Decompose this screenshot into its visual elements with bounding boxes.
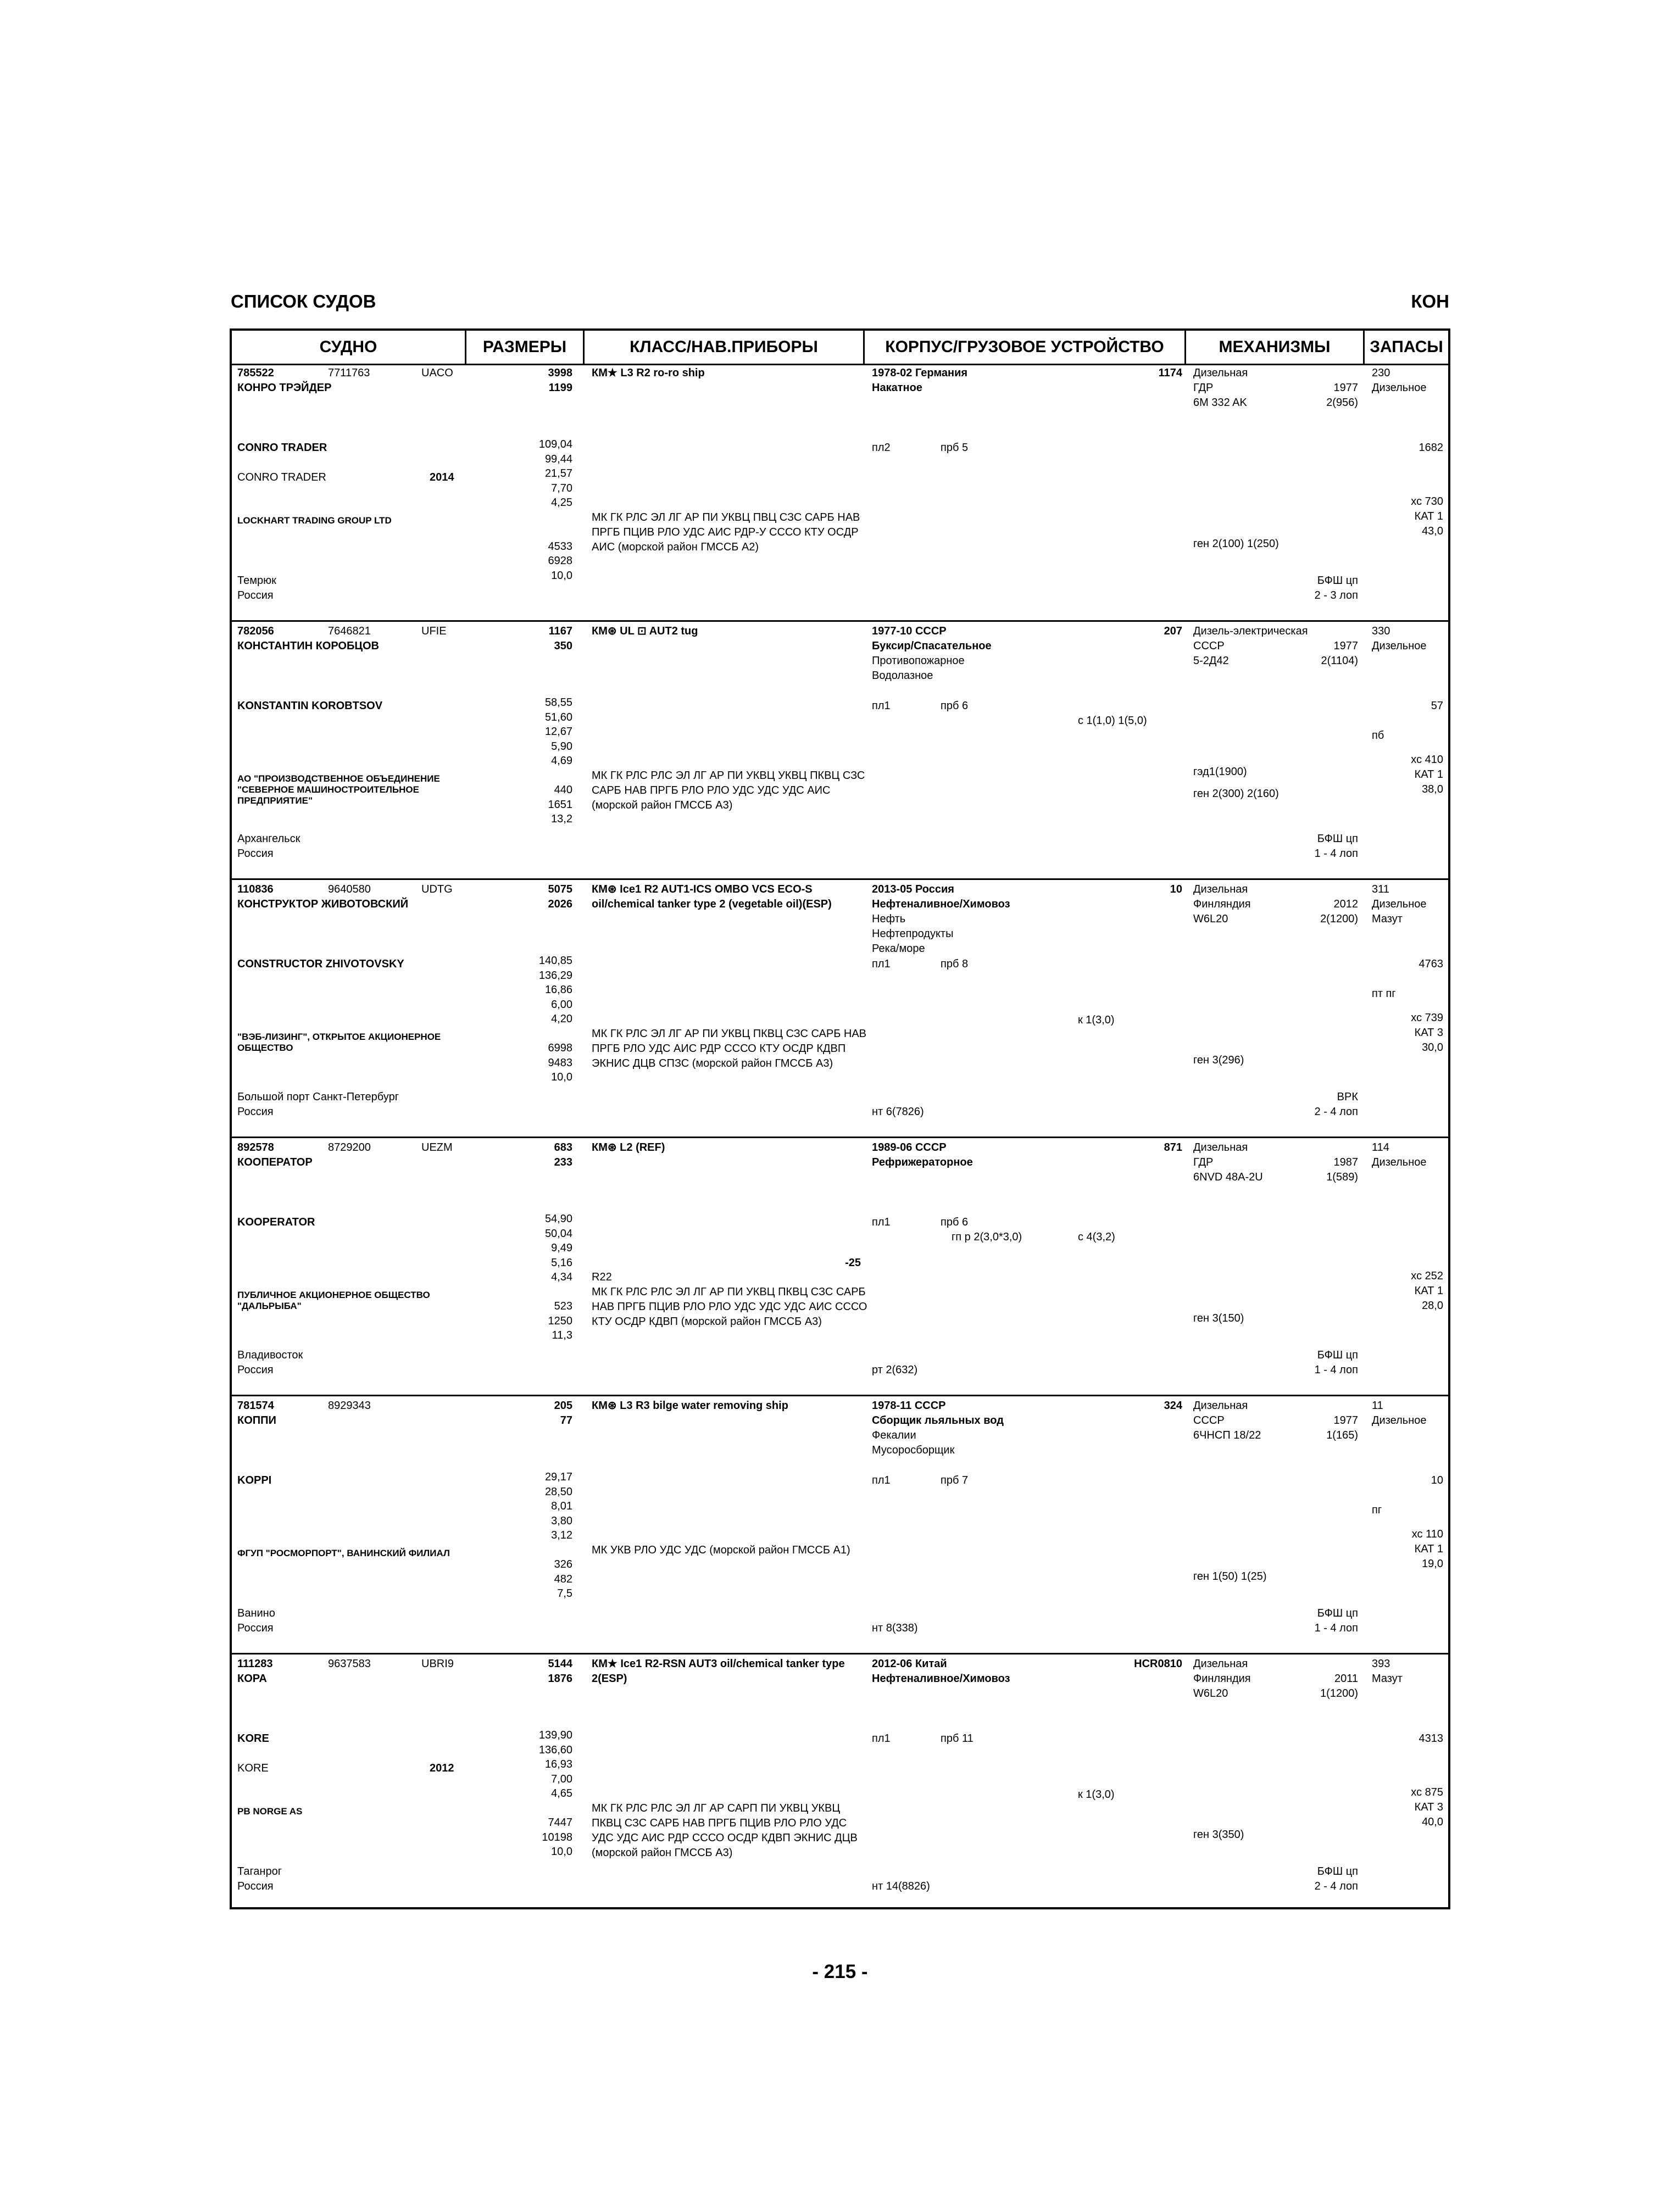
imo-number: 8729200: [328, 1141, 371, 1154]
engine-country: Финляндия: [1193, 898, 1251, 910]
owner: ФГУП "РОСМОРПОРТ", ВАНИНСКИЙ ФИЛИАЛ: [237, 1548, 450, 1558]
propeller: БФШ цп: [1317, 833, 1358, 845]
call-sign: UFIE: [421, 625, 447, 637]
fuel-total: 330: [1372, 625, 1390, 637]
engine-model: 5-2Д42: [1193, 655, 1229, 667]
cranes: к 1(3,0): [1078, 1014, 1115, 1026]
fuel-capacity: 57: [1431, 700, 1443, 712]
hull-number: 871: [1164, 1141, 1182, 1154]
table-header: [232, 331, 1448, 365]
call-sign: UDTG: [421, 883, 453, 895]
dimension-value: 6998: [548, 1042, 572, 1054]
speed: хс 252: [1411, 1270, 1443, 1282]
bulkheads: прб 6: [941, 1216, 969, 1228]
owner: LOCKHART TRADING GROUP LTD: [237, 515, 392, 526]
ship-name-latin: KOPPI: [237, 1474, 272, 1486]
port: Большой порт Санкт-Петербург: [237, 1091, 399, 1103]
engine-count: 1(1200): [1320, 1687, 1358, 1700]
range: 19,0: [1422, 1558, 1443, 1570]
generators: ген 2(300) 2(160): [1193, 788, 1279, 800]
blades: 2 - 4 лоп: [1314, 1106, 1358, 1118]
cargo-tanks: нт 8(338): [872, 1622, 918, 1634]
page-title: СПИСОК СУДОВ: [231, 291, 376, 311]
reg-number: 892578: [237, 1141, 274, 1154]
fuel-type: Мазут: [1372, 1673, 1403, 1685]
dimension-value: 28,50: [544, 1485, 572, 1498]
gross-tonnage: 683: [554, 1141, 572, 1154]
dimension-value: 13,2: [551, 813, 572, 825]
engine-model: 6NVD 48A-2U: [1193, 1171, 1263, 1183]
dimension-value: 8,01: [551, 1500, 572, 1512]
former-name: CONRO TRADER: [237, 471, 326, 483]
flag: Россия: [237, 1364, 274, 1376]
generator-electric: гэд1(1900): [1193, 766, 1247, 778]
bulkheads: прб 6: [941, 700, 969, 712]
engine-model: W6L20: [1193, 1687, 1228, 1700]
dimension-value: 140,85: [538, 955, 572, 967]
dimension-value: 523: [554, 1300, 572, 1312]
port: Владивосток: [237, 1349, 303, 1361]
col-stores: ЗАПАСЫ: [1370, 338, 1443, 356]
class-extra: -25: [845, 1257, 861, 1269]
propeller: ВРК: [1337, 1091, 1358, 1103]
decks: пл1: [872, 700, 891, 712]
bulkheads: прб 11: [941, 1733, 973, 1745]
hull-number: 10: [1170, 883, 1182, 895]
flag: Россия: [237, 1106, 274, 1118]
net-tonnage: 1876: [548, 1673, 572, 1685]
owner: PB NORGE AS: [237, 1806, 303, 1817]
cranes: к 1(3,0): [1078, 1789, 1115, 1801]
engine-count: 1(589): [1326, 1171, 1358, 1183]
owner: "ВЭБ-ЛИЗИНГ", ОТКРЫТОЕ АКЦИОНЕРНОЕ ОБЩЕСТВО: [237, 1032, 441, 1053]
fuel-type: Дизельное: [1372, 898, 1427, 910]
dimension-value: 10198: [542, 1831, 572, 1843]
nav-equipment: МК ГК РЛС РЛС ЭЛ ЛГ АР САРП ПИ УКВЦ УКВЦ ПКВЦ СЗС САРБ НАВ ПРГБ ПЦИВ РЛО РЛО УДС УДС УДС АИС РДР СССО ОСДР КДВП ЭКНИС ДЦВ (морской район ГМССБ А3): [592, 1802, 858, 1859]
ship-name-latin: CONRO TRADER: [237, 442, 327, 454]
dimension-value: 7,5: [557, 1587, 572, 1600]
engine-year: 1977: [1333, 1414, 1358, 1427]
ship-row: [232, 1654, 1448, 1913]
port: Таганрог: [237, 1865, 282, 1878]
engine-model: W6L20: [1193, 913, 1228, 925]
range: 28,0: [1422, 1300, 1443, 1312]
net-tonnage: 2026: [548, 898, 572, 910]
dimension-value: 10,0: [551, 1071, 572, 1083]
fuel-type: Дизельное: [1372, 1414, 1427, 1427]
build-info: 2013-05 Россия: [872, 883, 954, 895]
build-info: 1978-02 Германия: [872, 367, 968, 379]
propeller: БФШ цп: [1317, 575, 1358, 587]
dimension-value: 139,90: [538, 1729, 572, 1741]
speed: хс 410: [1411, 754, 1443, 766]
nav-equipment: МК ГК РЛС ЭЛ ЛГ АР ПИ УКВЦ ПВЦ СЗС САРБ НАВ ПРГБ ПЦИВ РЛО УДС АИС РДР-У СССО КТУ ОСДР АИС (морской район ГМССБ А2): [592, 511, 860, 553]
engine-country: ГДР: [1193, 382, 1214, 394]
port: Ванино: [237, 1607, 275, 1619]
dimension-value: 5,16: [551, 1256, 572, 1269]
class-r: R22: [592, 1271, 612, 1283]
net-tonnage: 233: [554, 1156, 572, 1168]
dimension-value: 99,44: [544, 453, 572, 465]
class-notation: КМ⊛ Ice1 R2 AUT1-ICS OMBO VCS ECO-S oil/chemical tanker type 2 (vegetable oil)(ESP): [592, 883, 832, 910]
engine-type: Дизельная: [1193, 367, 1248, 379]
propeller: БФШ цп: [1317, 1865, 1358, 1878]
ship-type-extra: Мусоросборщик: [872, 1444, 955, 1456]
dimension-value: 10,0: [551, 569, 572, 582]
fuel-total: 311: [1372, 883, 1389, 895]
build-info: 2012-06 Китай: [872, 1658, 947, 1670]
engine-country: ГДР: [1193, 1156, 1214, 1168]
class-notation: КМ⊛ L2 (REF): [592, 1141, 665, 1154]
blades: 1 - 4 лоп: [1314, 1622, 1358, 1634]
page-number: - 215 -: [812, 1961, 868, 1982]
engine-year: 2011: [1334, 1673, 1358, 1685]
dimension-value: 4,69: [551, 755, 572, 767]
decks: пл2: [872, 442, 891, 454]
category: КАТ 3: [1414, 1027, 1443, 1039]
generators: ген 2(100) 1(250): [1193, 538, 1279, 550]
ship-name-latin: KONSTANTIN KOROBTSOV: [237, 700, 383, 712]
owner: АО "ПРОИЗВОДСТВЕННОЕ ОБЪЕДИНЕНИЕ "СЕВЕРНОЕ МАШИНОСТРОИТЕЛЬНОЕ ПРЕДПРИЯТИЕ": [237, 773, 440, 806]
flag: Россия: [237, 589, 274, 601]
gross-tonnage: 5144: [548, 1658, 572, 1670]
fuel-capacity: 4313: [1418, 1733, 1443, 1745]
dimension-value: 6,00: [551, 998, 572, 1011]
col-engines: МЕХАНИЗМЫ: [1186, 331, 1365, 364]
ship-type: Рефрижераторное: [872, 1156, 973, 1168]
cranes: с 1(1,0) 1(5,0): [1078, 715, 1147, 727]
port: Темрюк: [237, 575, 276, 587]
dimension-value: 7447: [548, 1817, 572, 1829]
cargo-tanks: нт 6(7826): [872, 1106, 924, 1118]
hull-number: HCR0810: [1134, 1658, 1182, 1670]
fuel-mark: пб: [1372, 729, 1384, 742]
dimension-value: 109,04: [538, 438, 572, 450]
imo-number: 7711763: [328, 367, 370, 379]
category: КАТ 1: [1414, 510, 1443, 522]
build-info: 1977-10 СССР: [872, 625, 947, 637]
ship-name-latin: KOOPERATOR: [237, 1216, 315, 1228]
fuel-type: Дизельное: [1372, 382, 1427, 394]
imo-number: 9640580: [328, 883, 371, 895]
dimension-value: 9483: [548, 1056, 572, 1069]
dimension-value: 7,70: [551, 482, 572, 494]
propeller: БФШ цп: [1317, 1607, 1358, 1619]
class-notation: КМ⊛ L3 R3 bilge water removing ship: [592, 1400, 788, 1412]
net-tonnage: 350: [554, 640, 572, 652]
class-notation: КМ★ Ice1 R2-RSN AUT3 oil/chemical tanker type 2(ESP): [592, 1658, 845, 1685]
fuel-total: 230: [1372, 367, 1390, 379]
dimension-value: 5,90: [551, 740, 572, 753]
nav-equipment: МК ГК РЛС ЭЛ ЛГ АР ПИ УКВЦ ПКВЦ СЗС САРБ НАВ ПРГБ РЛО УДС АИС РДР СССО КТУ ОСДР КДВП ЭКНИС ДЦВ СПЗС (морской район ГМССБ А3): [592, 1028, 867, 1069]
ship-type-extra: Река/море: [872, 943, 925, 955]
speed: хс 875: [1411, 1786, 1443, 1798]
generators: ген 3(296): [1193, 1054, 1244, 1066]
range: 40,0: [1422, 1816, 1443, 1828]
engine-model: 6M 332 AK: [1193, 397, 1247, 409]
dimension-value: 58,55: [544, 697, 572, 709]
imo-number: 7646821: [328, 625, 371, 637]
dimension-value: 4,65: [551, 1787, 572, 1800]
dimension-value: 7,00: [551, 1773, 572, 1785]
engine-country: Финляндия: [1193, 1673, 1251, 1685]
engine-year: 1977: [1333, 640, 1358, 652]
dimension-value: 10,0: [551, 1846, 572, 1858]
ships-table: [230, 328, 1450, 1909]
reg-number: 785522: [237, 367, 274, 379]
gross-tonnage: 5075: [548, 883, 572, 895]
nav-equipment: МК УКВ РЛО УДС УДС (морской район ГМССБ А1): [592, 1544, 850, 1556]
dimension-value: 9,49: [551, 1242, 572, 1254]
fuel-type-2: Мазут: [1372, 913, 1403, 925]
gross-tonnage: 205: [554, 1400, 572, 1412]
dimension-value: 326: [554, 1558, 572, 1570]
dimension-value: 1651: [548, 798, 572, 811]
engine-year: 1987: [1333, 1156, 1358, 1168]
class-notation: КМ⊛ UL ⊡ AUT2 tug: [592, 625, 698, 637]
engine-type: Дизельная: [1193, 1400, 1248, 1412]
engine-type: Дизель-электрическая: [1193, 625, 1308, 637]
former-name: KORE: [237, 1762, 269, 1774]
blades: 2 - 3 лоп: [1314, 589, 1358, 601]
hull-number: 1174: [1158, 367, 1182, 379]
ship-type: Нефтеналивное/Химовоз: [872, 898, 1010, 910]
generators: ген 1(50) 1(25): [1193, 1570, 1267, 1583]
engine-country: СССР: [1193, 640, 1225, 652]
category: КАТ 1: [1414, 768, 1443, 781]
ship-type-extra: Нефтепродукты: [872, 928, 954, 940]
range: 38,0: [1422, 783, 1443, 795]
dimension-value: 3,12: [551, 1529, 572, 1541]
ship-row: [232, 880, 1448, 1138]
col-ship: СУДНО: [232, 331, 466, 364]
dimension-value: 29,17: [544, 1471, 572, 1483]
dimension-value: 4533: [548, 540, 572, 553]
ship-name: КОППИ: [237, 1414, 276, 1427]
generators: ген 3(150): [1193, 1312, 1244, 1324]
ship-type: Накатное: [872, 382, 922, 394]
call-sign: UBRI9: [421, 1658, 454, 1670]
ship-row: [232, 1138, 1448, 1396]
gross-tonnage: 3998: [548, 367, 572, 379]
ship-name: КОРА: [237, 1673, 267, 1685]
dimension-value: 50,04: [544, 1227, 572, 1240]
dimension-value: 12,67: [544, 726, 572, 738]
ship-name: КООПЕРАТОР: [237, 1156, 313, 1168]
col-hull: КОРПУС/ГРУЗОВОЕ УСТРОЙСТВО: [865, 331, 1186, 364]
bulkheads: прб 7: [941, 1474, 969, 1486]
engine-type: Дизельная: [1193, 1141, 1248, 1154]
dimension-value: 4,34: [551, 1271, 572, 1283]
ship-name: КОНСТАНТИН КОРОБЦОВ: [237, 640, 379, 652]
fuel-total: 114: [1372, 1141, 1389, 1154]
dimension-value: 440: [554, 784, 572, 796]
ship-name: КОНСТРУКТОР ЖИВОТОВСКИЙ: [237, 898, 409, 910]
engine-year: 2012: [1333, 898, 1358, 910]
decks: пл1: [872, 1216, 891, 1228]
build-info: 1978-11 СССР: [872, 1400, 946, 1412]
former-year: 2014: [430, 471, 454, 483]
port: Архангельск: [237, 833, 301, 845]
blades: 1 - 4 лоп: [1314, 1364, 1358, 1376]
call-sign: UEZM: [421, 1141, 453, 1154]
fuel-type: Дизельное: [1372, 640, 1427, 652]
dimension-value: 16,86: [544, 984, 572, 996]
ship-type: Нефтеналивное/Химовоз: [872, 1673, 1010, 1685]
propeller: БФШ цп: [1317, 1349, 1358, 1361]
engine-type: Дизельная: [1193, 1658, 1248, 1670]
net-tonnage: 77: [560, 1414, 572, 1427]
section-label: КОН: [1411, 291, 1449, 311]
net-tonnage: 1199: [548, 382, 572, 394]
engine-count: 2(956): [1326, 397, 1358, 409]
dimension-value: 6928: [548, 555, 572, 567]
engine-count: 2(1200): [1320, 913, 1358, 925]
dimension-value: 136,29: [538, 969, 572, 982]
build-info: 1989-06 СССР: [872, 1141, 947, 1154]
reg-number: 781574: [237, 1400, 274, 1412]
holds: гп р 2(3,0*3,0): [952, 1231, 1022, 1243]
engine-year: 1977: [1333, 382, 1358, 394]
call-sign: UACO: [421, 367, 453, 379]
decks: пл1: [872, 1474, 891, 1486]
gross-tonnage: 1167: [548, 625, 572, 637]
dimension-value: 16,93: [544, 1758, 572, 1770]
fuel-mark: пг: [1372, 1504, 1382, 1516]
engine-count: 1(165): [1326, 1429, 1358, 1441]
hull-number: 207: [1164, 625, 1182, 637]
col-class: КЛАСС/НАВ.ПРИБОРЫ: [585, 331, 865, 364]
dimension-value: 4,25: [551, 497, 572, 509]
ship-type: Сборщик льяльных вод: [872, 1414, 1004, 1427]
ship-row: [232, 622, 1448, 880]
engine-model: 6ЧНСП 18/22: [1193, 1429, 1261, 1441]
flag: Россия: [237, 848, 274, 860]
fuel-total: 393: [1372, 1658, 1390, 1670]
fuel-total: 11: [1372, 1400, 1383, 1412]
imo-number: 8929343: [328, 1400, 371, 1412]
speed: хс 739: [1411, 1012, 1443, 1024]
dimension-value: 482: [554, 1573, 572, 1585]
dimension-value: 51,60: [544, 711, 572, 723]
fuel-mark: пт пг: [1372, 988, 1396, 1000]
speed: хс 110: [1411, 1528, 1443, 1540]
imo-number: 9637583: [328, 1658, 371, 1670]
bulkheads: прб 5: [941, 442, 969, 454]
decks: пл1: [872, 1733, 891, 1745]
flag: Россия: [237, 1880, 274, 1892]
fuel-capacity: 4763: [1418, 958, 1443, 970]
ship-name-latin: KORE: [237, 1733, 269, 1745]
dimension-value: 4,20: [551, 1013, 572, 1025]
reg-number: 782056: [237, 625, 274, 637]
ship-type-extra: Водолазное: [872, 670, 933, 682]
reg-number: 110836: [237, 883, 274, 895]
ship-name-latin: CONSTRUCTOR ZHIVOTOVSKY: [237, 958, 404, 970]
dimension-value: 21,57: [544, 467, 572, 480]
speed: хс 730: [1411, 495, 1443, 508]
range: 30,0: [1422, 1041, 1443, 1054]
range: 43,0: [1422, 525, 1443, 537]
ship-row: [232, 364, 1448, 622]
fuel-capacity: 10: [1431, 1474, 1443, 1486]
dimension-value: 3,80: [551, 1514, 572, 1527]
blades: 1 - 4 лоп: [1314, 848, 1358, 860]
former-year: 2012: [430, 1762, 454, 1774]
cranes: с 4(3,2): [1078, 1231, 1115, 1243]
dimension-value: 1250: [548, 1314, 572, 1327]
ship-type-extra: Нефть: [872, 913, 906, 925]
cargo-tanks: нт 14(8826): [872, 1880, 930, 1892]
owner: ПУБЛИЧНОЕ АКЦИОНЕРНОЕ ОБЩЕСТВО "ДАЛЬРЫБА": [237, 1290, 430, 1311]
nav-equipment: МК ГК РЛС РЛС ЭЛ ЛГ АР ПИ УКВЦ ПКВЦ СЗС САРБ НАВ ПРГБ ПЦИВ РЛО РЛО УДС УДС УДС АИС СССО КТУ ОСДР КДВП (морской район ГМССБ А3): [592, 1286, 867, 1328]
nav-equipment: МК ГК РЛС РЛС ЭЛ ЛГ АР ПИ УКВЦ УКВЦ ПКВЦ СЗС САРБ НАВ ПРГБ РЛО РЛО УДС УДС УДС АИС (морской район ГМССБ А3): [592, 770, 865, 811]
ship-type-extra: Фекалии: [872, 1429, 916, 1441]
flag: Россия: [237, 1622, 274, 1634]
col-dims: РАЗМЕРЫ: [466, 331, 585, 364]
hull-number: 324: [1164, 1400, 1182, 1412]
blades: 2 - 4 лоп: [1314, 1880, 1358, 1892]
cargo-tanks: рт 2(632): [872, 1364, 918, 1376]
generators: ген 3(350): [1193, 1829, 1244, 1841]
fuel-type: Дизельное: [1372, 1156, 1427, 1168]
dimension-value: 11,3: [552, 1329, 572, 1341]
ship-type: Буксир/Спасательное: [872, 640, 992, 652]
engine-country: СССР: [1193, 1414, 1225, 1427]
category: КАТ 3: [1414, 1801, 1443, 1813]
engine-count: 2(1104): [1321, 655, 1358, 667]
ship-type-extra: Противопожарное: [872, 655, 965, 667]
bulkheads: прб 8: [941, 958, 969, 970]
engine-type: Дизельная: [1193, 883, 1248, 895]
decks: пл1: [872, 958, 891, 970]
reg-number: 111283: [237, 1658, 273, 1670]
ship-row: [232, 1396, 1448, 1654]
ship-name: КОНРО ТРЭЙДЕР: [237, 382, 332, 394]
dimension-value: 54,90: [544, 1213, 572, 1225]
class-notation: КМ★ L3 R2 ro-ro ship: [592, 367, 705, 379]
fuel-capacity: 1682: [1418, 442, 1443, 454]
category: КАТ 1: [1414, 1543, 1443, 1555]
category: КАТ 1: [1414, 1285, 1443, 1297]
dimension-value: 136,60: [538, 1743, 572, 1756]
